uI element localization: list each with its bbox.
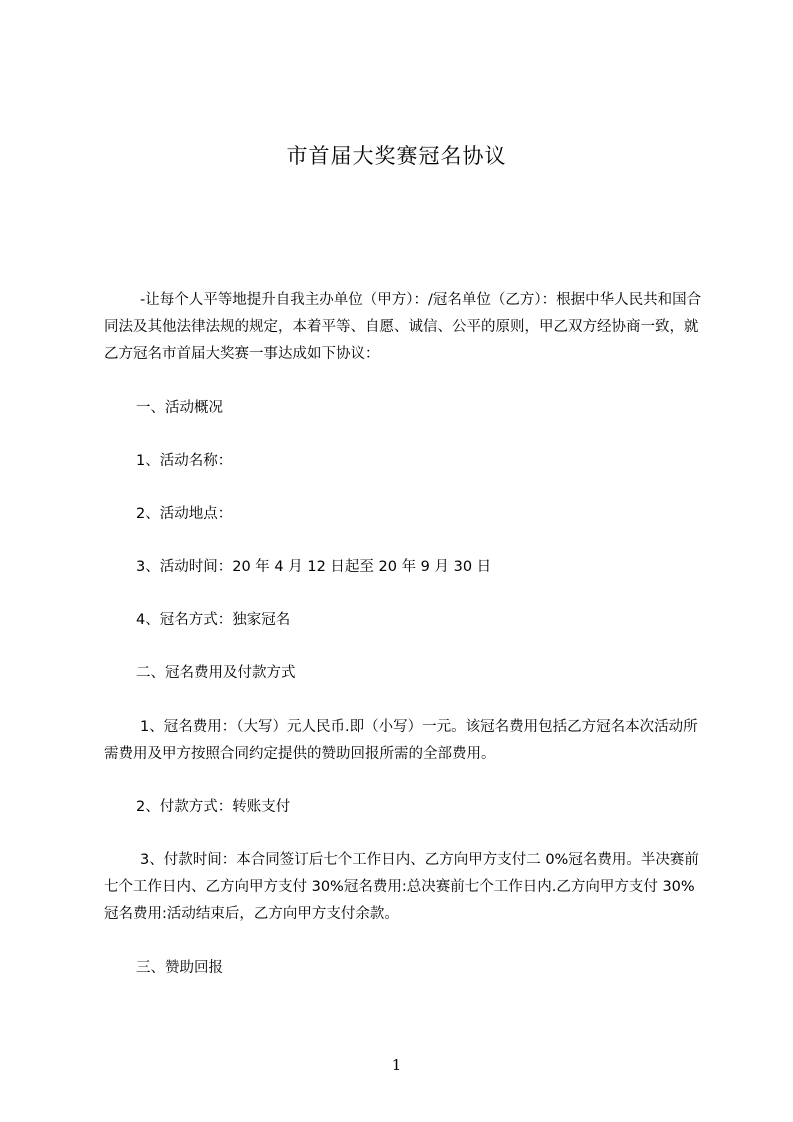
activity-time-item: 3、活动时间：20 年 4 月 12 日起至 20 年 9 月 30 日: [136, 559, 492, 575]
document-title: 市首届大奖赛冠名协议: [286, 144, 507, 168]
section-heading-fees: 二、冠名费用及付款方式: [136, 665, 296, 681]
payment-method-item: 2、付款方式：转账支付: [136, 799, 291, 815]
naming-method-item: 4、冠名方式：独家冠名: [136, 612, 291, 628]
page-number: 1: [391, 1056, 402, 1074]
payment-time-paragraph: 3、付款时间：本合同签订后七个工作日内、乙方向甲方支付二 0%冠名费用。半决赛前七个工作日内、乙方向甲方支付 30%冠名费用:总决赛前七个工作日内.乙方向甲方支付 30%冠名费用:活动结束后，乙方向甲方支付余款。: [104, 852, 699, 922]
activity-location-item: 2、活动地点：: [136, 506, 233, 522]
activity-name-item: 1、活动名称：: [136, 453, 233, 469]
naming-fee-paragraph: 1、冠名费用：（大写）元人民币.即（小写）一元。该冠名费用包括乙方冠名本次活动所需费用及甲方按照合同约定提供的赞助回报所需的全部费用。: [104, 719, 698, 762]
section-heading-overview: 一、活动概况: [136, 400, 223, 416]
intro-paragraph: -让每个人平等地提升自我主办单位（甲方）：/冠名单位（乙方）：根据中华人民共和国合同法及其他法律法规的规定，本着平等、自愿、诚信、公平的原则，甲乙双方经协商一致，就乙方冠名市首届大奖赛一事达成如下协议：: [104, 292, 702, 362]
section-heading-sponsorship-returns: 三、赞助回报: [136, 960, 223, 976]
